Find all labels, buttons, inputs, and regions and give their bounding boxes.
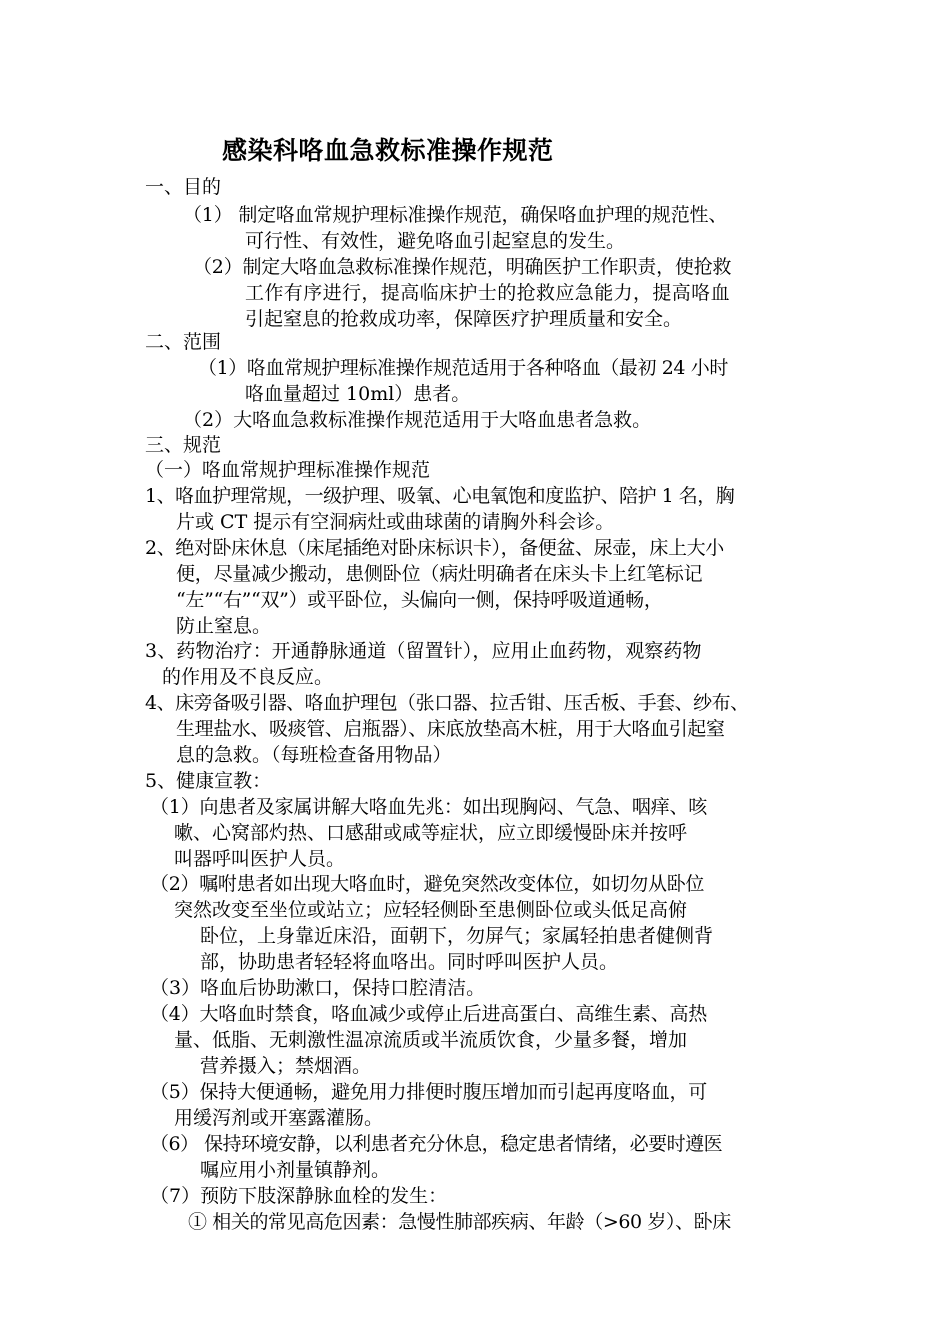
text-line: 突然改变至坐位或站立；应轻轻侧卧至患侧卧位或头低足高俯 bbox=[174, 899, 688, 921]
text-line: （1） 制定咯血常规护理标准操作规范，确保咯血护理的规范性、 bbox=[183, 204, 728, 226]
text-line: 量、低脂、无刺激性温凉流质或半流质饮食，少量多餐，增加 bbox=[174, 1029, 688, 1051]
text-line: 卧位，上身靠近床沿，面朝下，勿屏气；家属轻拍患者健侧背 bbox=[200, 925, 714, 947]
text-line: （2）制定大咯血急救标准操作规范，明确医护工作职责，使抢救 bbox=[193, 256, 732, 278]
text-line: 咯血量超过 10ml）患者。 bbox=[245, 383, 471, 405]
text-line: （2）嘱咐患者如出现大咯血时，避免突然改变体位，如切勿从卧位 bbox=[150, 873, 705, 895]
text-line: （7）预防下肢深静脉血栓的发生： bbox=[150, 1185, 448, 1207]
text-line: （1）咯血常规护理标准操作规范适用于各种咯血（最初 24 小时 bbox=[198, 357, 728, 379]
text-line: （1）向患者及家属讲解大咯血先兆：如出现胸闷、气急、咽痒、咳 bbox=[150, 796, 708, 818]
text-line: （4）大咯血时禁食，咯血减少或停止后进高蛋白、高维生素、高热 bbox=[150, 1003, 708, 1025]
text-line: （3）咯血后协助漱口，保持口腔清洁。 bbox=[150, 977, 486, 999]
text-line: （5）保持大便通畅，避免用力排便时腹压增加而引起再度咯血，可 bbox=[150, 1081, 708, 1103]
text-line: （6） 保持环境安静，以利患者充分休息，稳定患者情绪，必要时遵医 bbox=[150, 1133, 723, 1155]
text-line: 防止窒息。 bbox=[176, 615, 272, 637]
document-title: 感染科咯血急救标准操作规范 bbox=[222, 136, 554, 165]
text-line: 4、床旁备吸引器、咯血护理包（张口器、拉舌钳、压舌板、手套、纱布、 bbox=[145, 692, 749, 714]
text-line: 嗽、心窝部灼热、口感甜或咸等症状，应立即缓慢卧床并按呼 bbox=[174, 822, 688, 844]
text-line: 的作用及不良反应。 bbox=[162, 666, 334, 688]
text-line: 3、药物治疗：开通静脉通道（留置针），应用止血药物，观察药物 bbox=[145, 640, 702, 662]
text-line: 生理盐水、吸痰管、启瓶器）、床底放垫高木桩，用于大咯血引起窒 bbox=[176, 718, 725, 740]
text-line: 嘱应用小剂量镇静剂。 bbox=[200, 1159, 391, 1181]
section-heading: 二、范围 bbox=[145, 331, 222, 353]
text-line: 用缓泻剂或开塞露灌肠。 bbox=[174, 1107, 384, 1129]
text-line: 1、咯血护理常规，一级护理、吸氧、心电氧饱和度监护、陪护 1 名，胸 bbox=[145, 485, 735, 507]
text-line: 叫器呼叫医护人员。 bbox=[174, 848, 346, 870]
text-line: 2、绝对卧床休息（床尾插绝对卧床标识卡），备便盆、尿壶，床上大小 bbox=[145, 537, 724, 559]
subsection-heading: （一）咯血常规护理标准操作规范 bbox=[145, 459, 431, 481]
text-line: 工作有序进行，提高临床护士的抢救应急能力，提高咯血 bbox=[245, 282, 731, 304]
text-line: 可行性、有效性，避免咯血引起窒息的发生。 bbox=[245, 230, 626, 252]
text-line: “左”“右”“双”）或平卧位，头偏向一侧，保持呼吸道通畅， bbox=[176, 589, 663, 611]
text-line: （2）大咯血急救标准操作规范适用于大咯血患者急救。 bbox=[183, 409, 652, 431]
text-line: 部，协助患者轻轻将血咯出。同时呼叫医护人员。 bbox=[200, 951, 619, 973]
text-line: 引起窒息的抢救成功率，保障医疗护理质量和安全。 bbox=[245, 308, 683, 330]
text-line: 便，尽量减少搬动，患侧卧位（病灶明确者在床头卡上红笔标记 bbox=[176, 563, 703, 585]
section-heading: 三、规范 bbox=[145, 434, 222, 456]
text-line: ① 相关的常见高危因素：急慢性肺部疾病、年龄（>60 岁）、卧床 bbox=[188, 1211, 731, 1233]
section-heading: 一、目的 bbox=[145, 176, 222, 198]
text-line: 片或 CT 提示有空洞病灶或曲球菌的请胸外科会诊。 bbox=[176, 511, 615, 533]
text-line: 5、健康宣教： bbox=[145, 770, 272, 792]
text-line: 营养摄入；禁烟酒。 bbox=[200, 1055, 372, 1077]
text-line: 息的急救。（每班检查备用物品） bbox=[176, 744, 452, 766]
